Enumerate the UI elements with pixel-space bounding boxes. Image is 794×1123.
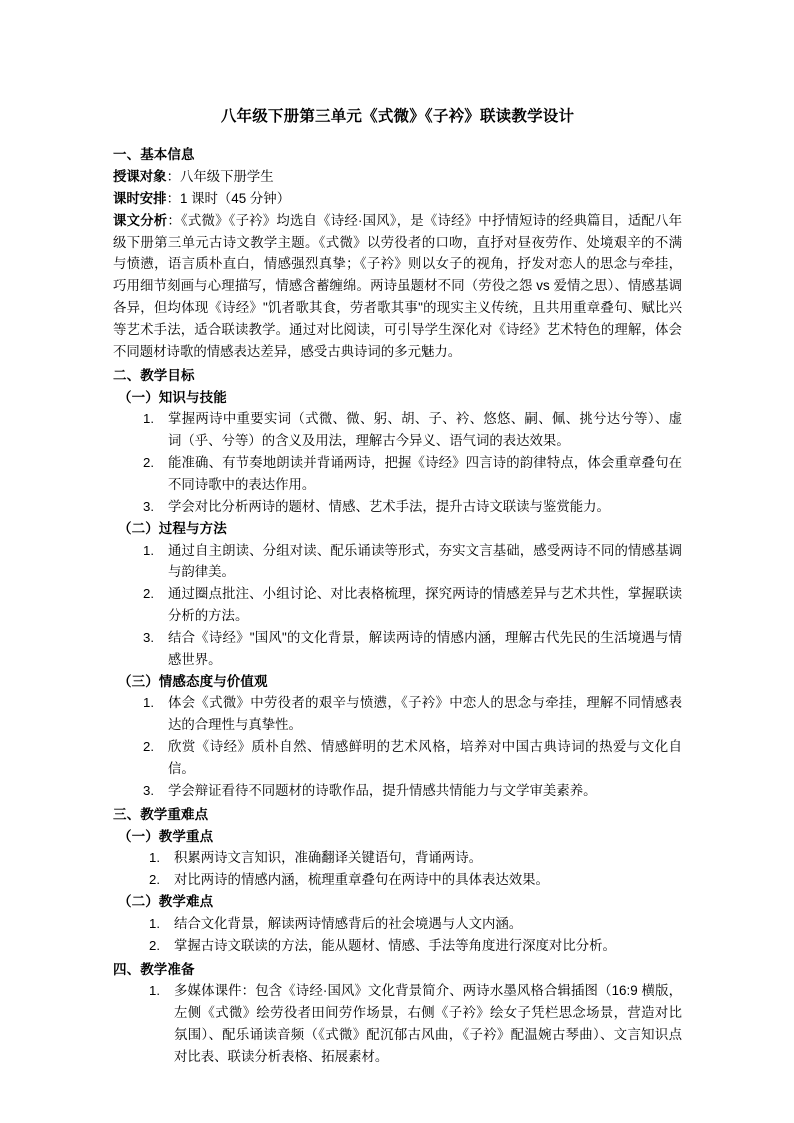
list-item <box>113 692 682 736</box>
list-preparation <box>113 980 682 1067</box>
field-text-analysis-value: 《式微》《子衿》均选自《诗经·国风》，是《诗经》中抒情短诗的经典篇目，适配八年级下册第三单元古诗文教学主题。《式微》以劳役者的口吻，直抒对昼夜劳作、处境艰辛的不满与愤懑，语言质朴直白，情感强烈真挚；《子衿》则以女子的视角，抒发对恋人的思念与牵挂，巧用细节刻画与心理描写，情感含蓄缠绵。两诗虽题材不同（劳役之怨 vs 爱情之思）、情感基调各异，但均体现《诗经》"饥者歌其食，劳者歌其事"的现实主义传统，且共用重章叠句、赋比兴等艺术手法，适合联读教学。通过对比阅读，可引导学生深化对《诗经》艺术特色的理解，体会不同题材诗歌的情感表达差异，感受古典诗词的多元魅力。 <box>113 212 683 359</box>
subsection-heading-knowledge-skills: （一）知识与技能 <box>118 389 227 405</box>
section-heading-objectives: 二、教学目标 <box>113 367 195 383</box>
list-marker: 2. <box>149 937 160 953</box>
field-text-analysis-label: 课文分析 <box>113 212 168 228</box>
list-item <box>113 736 682 780</box>
list-item <box>113 913 682 935</box>
list-item-text: 欣赏《诗经》质朴自然、情感鲜明的艺术风格，培养对中国古典诗词的热爱与文化自信。 <box>168 739 682 776</box>
list-item-text: 学会对比分析两诗的题材、情感、艺术手法，提升古诗文联读与鉴赏能力。 <box>168 498 610 514</box>
list-item <box>113 540 682 584</box>
list-item <box>113 869 682 891</box>
list-item <box>113 408 682 452</box>
list-marker: 1. <box>143 695 154 711</box>
field-text-analysis-separator: ： <box>167 212 181 228</box>
list-item-text: 能准确、有节奏地朗读并背诵两诗，把握《诗经》四言诗的韵律特点，体会重章叠句在不同诗歌中的表达作用。 <box>168 455 682 492</box>
field-audience <box>113 166 682 188</box>
field-audience-label: 授课对象 <box>113 169 167 185</box>
field-duration-value: 1 课时（45 分钟） <box>179 190 291 206</box>
list-item-text: 通过圈点批注、小组讨论、对比表格梳理，探究两诗的情感差异与艺术共性，掌握联读分析的方法。 <box>168 586 682 624</box>
list-marker: 1. <box>143 542 154 558</box>
list-marker: 1. <box>149 915 160 931</box>
field-audience-value: 八年级下册学生 <box>179 169 274 185</box>
list-item <box>113 627 682 671</box>
list-marker: 1. <box>143 411 154 427</box>
subsection-heading-difficult-points: （二）教学难点 <box>118 894 214 910</box>
list-item-text: 结合《诗经》"国风"的文化背景，解读两诗的情感内涵，理解古代先民的生活境遇与情感世界。 <box>168 629 682 667</box>
list-marker: 1. <box>149 983 160 999</box>
field-duration-label: 课时安排 <box>113 190 167 206</box>
subsection-heading-process-methods: （二）过程与方法 <box>118 520 227 536</box>
page-title: 八年级下册第三单元《式微》《子衿》联读教学设计 <box>220 108 575 125</box>
list-difficult-points <box>113 913 682 957</box>
list-attitudes-values <box>113 692 682 801</box>
list-item-text: 多媒体课件：包含《诗经·国风》文化背景简介、两诗水墨风格合辑插图（16:9 横版，左侧《式微》绘劳役者田间劳作场景，右侧《子衿》绘女子凭栏思念场景，营造对比氛围）、配乐诵读音频（《式微》配沉郁古风曲，《子衿》配温婉古琴曲）、文言知识点对比表、联读分析表格、拓展素材。 <box>174 983 682 1064</box>
list-marker: 2. <box>143 455 154 471</box>
list-marker: 2. <box>143 739 154 755</box>
list-item-text: 积累两诗文言知识，准确翻译关键语句，背诵两诗。 <box>174 850 482 866</box>
list-process-methods <box>113 540 682 671</box>
list-marker: 3. <box>143 498 154 514</box>
list-item-text: 掌握古诗文联读的方法，能从题材、情感、手法等角度进行深度对比分析。 <box>174 937 616 953</box>
list-item-text: 体会《式微》中劳役者的艰辛与愤懑，《子衿》中恋人的思念与牵挂，理解不同情感表达的合理性与真挚性。 <box>168 695 682 733</box>
field-duration-separator: ： <box>166 190 180 206</box>
section-heading-key-difficult-points: 三、教学重难点 <box>113 806 209 822</box>
section-heading-basic-info: 一、基本信息 <box>113 147 195 163</box>
list-item-text: 结合文化背景，解读两诗情感背后的社会境遇与人文内涵。 <box>174 915 523 931</box>
list-item <box>113 847 682 869</box>
list-marker: 2. <box>143 586 154 602</box>
list-knowledge-skills <box>113 408 682 517</box>
field-audience-separator: ： <box>166 169 180 185</box>
list-marker: 3. <box>143 782 154 798</box>
subsection-heading-key-points: （一）教学重点 <box>118 828 214 844</box>
list-item <box>113 583 682 627</box>
section-heading-preparation: 四、教学准备 <box>113 961 195 977</box>
field-duration <box>113 188 682 210</box>
list-item <box>113 780 682 802</box>
list-item <box>113 935 682 957</box>
list-item-text: 通过自主朗读、分组对读、配乐诵读等形式，夯实文言基础，感受两诗不同的情感基调与韵律美。 <box>168 542 682 580</box>
list-marker: 2. <box>149 872 160 888</box>
list-item-text: 对比两诗的情感内涵，梳理重章叠句在两诗中的具体表达效果。 <box>174 872 549 888</box>
list-marker: 1. <box>149 850 160 866</box>
field-text-analysis <box>113 210 682 363</box>
list-item <box>113 452 682 496</box>
list-item-text: 掌握两诗中重要实词（式微、微、躬、胡、子、衿、悠悠、嗣、佩、挑兮达兮等）、虚词（乎、兮等）的含义及用法，理解古今异义、语气词的表达效果。 <box>168 411 682 449</box>
list-item-text: 学会辩证看待不同题材的诗歌作品，提升情感共情能力与文学审美素养。 <box>168 782 597 798</box>
list-marker: 3. <box>143 629 154 645</box>
list-item <box>113 980 682 1067</box>
list-key-points <box>113 847 682 891</box>
subsection-heading-attitudes-values: （三）情感态度与价值观 <box>118 673 268 689</box>
list-item <box>113 496 682 518</box>
